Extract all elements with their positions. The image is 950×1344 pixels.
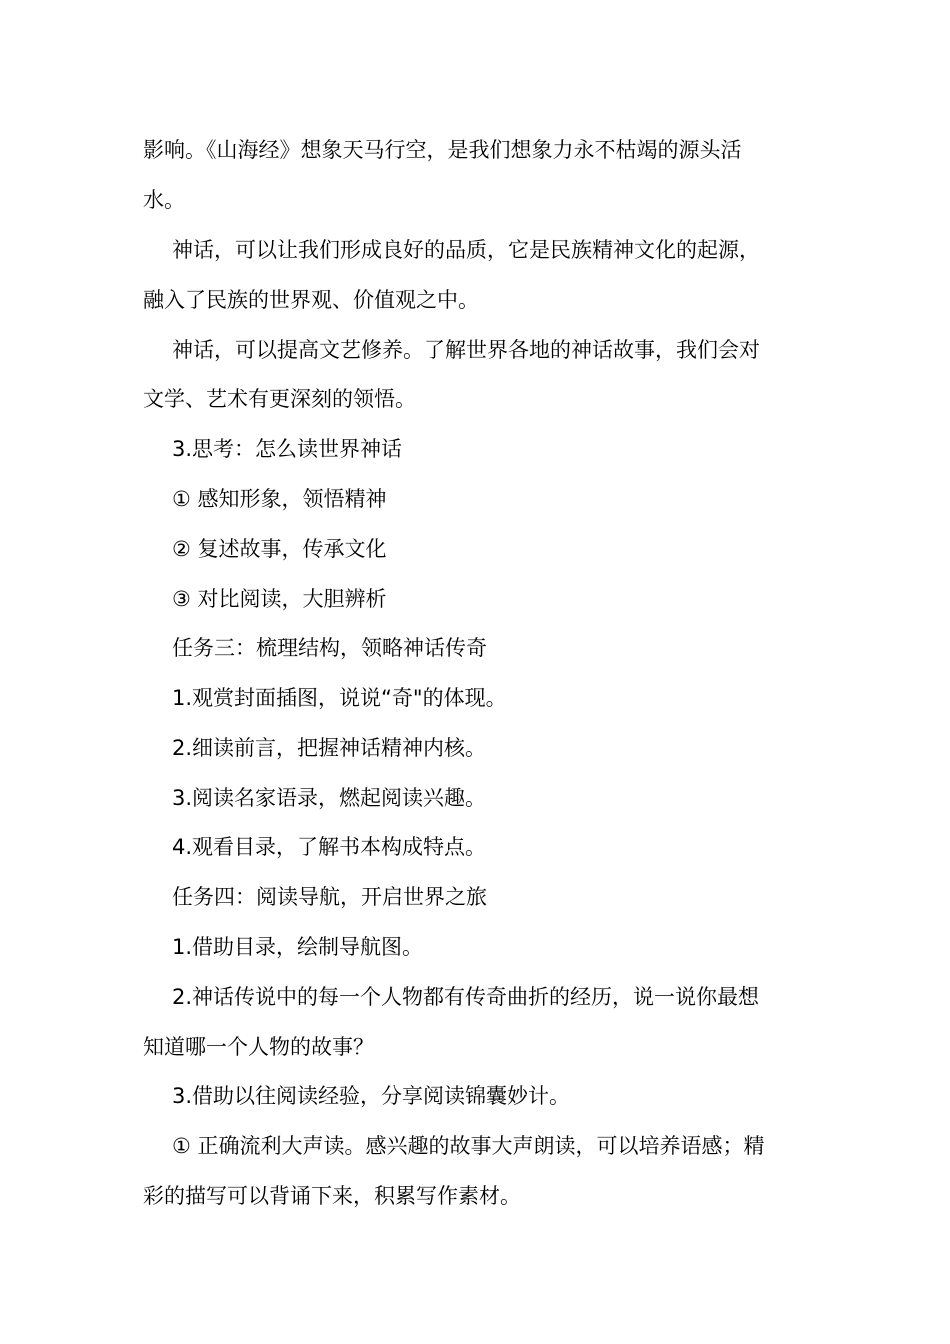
list-item: 1.借助目录，绘制导航图。 xyxy=(172,935,424,959)
list-item-continuation: 知道哪一个人物的故事？ xyxy=(143,1035,374,1059)
paragraph-line: 影响。《山海经》想象天马行空，是我们想象力永不枯竭的源头活 xyxy=(143,138,742,162)
paragraph-line: 神话，可以提高文艺修养。了解世界各地的神话故事，我们会对 xyxy=(172,338,760,362)
list-item: 3.阅读名家语录，燃起阅读兴趣。 xyxy=(172,786,487,810)
list-item: ② 复述故事，传承文化 xyxy=(172,537,387,561)
paragraph-line: 文学、艺术有更深刻的领悟。 xyxy=(143,387,416,411)
list-item: 2.细读前言，把握神话精神内核。 xyxy=(172,736,487,760)
paragraph-line: 融入了民族的世界观、价值观之中。 xyxy=(143,288,479,312)
list-item: 2.神话传说中的每一个人物都有传奇曲折的经历，说一说你最想 xyxy=(172,985,760,1009)
list-item: ① 正确流利大声读。感兴趣的故事大声朗读，可以培养语感；精 xyxy=(172,1134,765,1158)
list-item: 4.观看目录，了解书本构成特点。 xyxy=(172,835,487,859)
paragraph-line: 神话，可以让我们形成良好的品质，它是民族精神文化的起源， xyxy=(172,238,760,262)
list-item: 1.观赏封面插图，说说“奇"的体现。 xyxy=(172,686,507,710)
list-item-continuation: 彩的描写可以背诵下来，积累写作素材。 xyxy=(143,1184,521,1208)
section-heading: 3.思考：怎么读世界神话 xyxy=(172,437,403,461)
list-item: ③ 对比阅读，大胆辨析 xyxy=(172,587,387,611)
section-heading: 任务四：阅读导航，开启世界之旅 xyxy=(172,885,487,909)
list-item: 3.借助以往阅读经验，分享阅读锦囊妙计。 xyxy=(172,1084,571,1108)
paragraph-line: 水。 xyxy=(143,188,185,212)
section-heading: 任务三：梳理结构，领略神话传奇 xyxy=(172,636,487,660)
list-item: ① 感知形象，领悟精神 xyxy=(172,487,387,511)
